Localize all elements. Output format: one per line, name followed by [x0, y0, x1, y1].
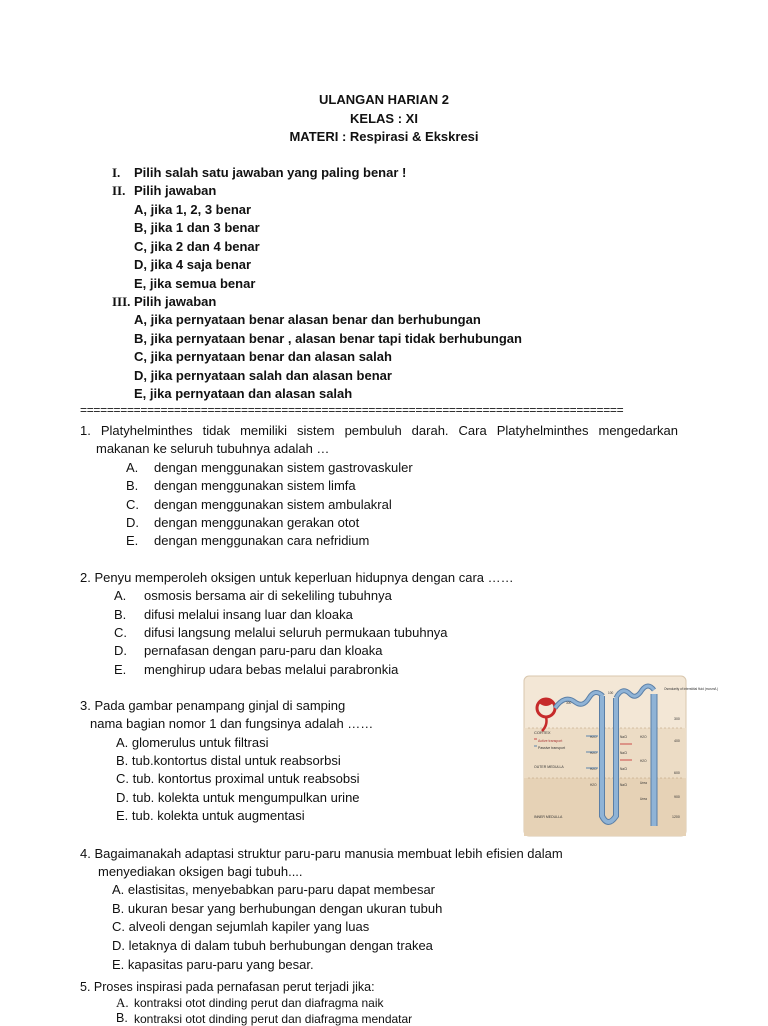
scale-label: 900 [674, 795, 680, 799]
option-text: C. tub. kontortus proximal untuk reabsobsi [116, 771, 360, 786]
question-text: 5. Proses inspirasi pada pernafasan perut terjadi jika: [80, 980, 375, 994]
question-text: 3. Pada gambar penampang ginjal di samping [80, 698, 346, 713]
option-text: dengan menggunakan sistem ambulakral [154, 497, 392, 512]
question-text: 2. Penyu memperoleh oksigen untuk keperluan hidupnya dengan cara …… [80, 570, 514, 585]
option-text: kontraksi otot dinding perut dan diafragma mendatar [134, 1012, 413, 1026]
h2o-label: H2O [640, 759, 647, 763]
option-text: menghirup udara bebas melalui parabronkia [144, 662, 399, 677]
scale-label: 100 [608, 691, 614, 695]
nacl-label: NaCl [620, 735, 628, 739]
option-text: difusi langsung melalui seluruh permukaan tubuhnya [144, 625, 448, 640]
instruction-i: Pilih salah satu jawaban yang paling benar ! [134, 165, 407, 180]
nacl-label: NaCl [620, 751, 628, 755]
option-letter: E. [126, 533, 139, 548]
question-text: nama bagian nomor 1 dan fungsinya adalah …… [90, 716, 374, 731]
scale-label: 1200 [672, 815, 680, 819]
option-text: dengan menggunakan gerakan otot [154, 515, 360, 530]
ii-option: B, jika 1 dan 3 benar [134, 220, 260, 235]
question-text: 1. Platyhelminthes tidak memiliki sistem pembuluh darah. Cara Platyhelminthes mengedarkan [80, 423, 678, 438]
option-text: B. ukuran besar yang berhubungan dengan ukuran tubuh [112, 901, 443, 916]
iii-option: A, jika pernyataan benar alasan benar dan berhubungan [134, 312, 481, 327]
option-letter: A. [114, 588, 127, 603]
scale-label: 300 [566, 701, 572, 705]
question-text: menyediakan oksigen bagi tubuh.... [98, 864, 303, 879]
option-letter: D. [126, 515, 139, 530]
option-text: C. alveoli dengan sejumlah kapiler yang luas [112, 919, 370, 934]
h2o-label: H2O [640, 735, 647, 739]
h2o-label: H2O [590, 735, 597, 739]
option-text: dengan menggunakan cara nefridium [154, 533, 370, 548]
divider: ================================================================================= [80, 403, 624, 417]
ii-option: E, jika semua benar [134, 276, 256, 291]
question-text: makanan ke seluruh tubuhnya adalah … [96, 441, 330, 456]
ii-option: D, jika 4 saja benar [134, 257, 252, 272]
roman-i: I. [112, 165, 121, 180]
instruction-iii: Pilih jawaban [134, 294, 217, 309]
question-text: 4. Bagaimanakah adaptasi struktur paru-paru manusia membuat lebih efisien dalam [80, 846, 563, 861]
subject-line: MATERI : Respirasi & Ekskresi [289, 129, 479, 144]
nephron-diagram [524, 676, 719, 836]
scale-label: 400 [674, 739, 680, 743]
option-letter: A. [116, 995, 129, 1010]
iii-option: C, jika pernyataan benar dan alasan salah [134, 349, 392, 364]
h2o-label: H2O [590, 783, 597, 787]
option-letter: B. [126, 478, 139, 493]
nacl-label: NaCl [620, 767, 628, 771]
iii-option: B, jika pernyataan benar , alasan benar tapi tidak berhubungan [134, 331, 522, 346]
roman-ii: II. [112, 183, 126, 198]
option-letter: B. [116, 1011, 128, 1025]
roman-iii: III. [112, 294, 131, 309]
label-active: Active transport [538, 739, 563, 743]
option-letter: E. [114, 662, 127, 677]
ii-option: A, jika 1, 2, 3 benar [134, 202, 252, 217]
option-text: E. tub. kolekta untuk augmentasi [116, 808, 305, 823]
option-text: E. kapasitas paru-paru yang besar. [112, 957, 314, 972]
label-osmolarity: Osmolarity of interstitial fluid (mosm/L) [664, 687, 719, 691]
option-letter: C. [114, 625, 127, 640]
class-line: KELAS : XI [350, 111, 418, 126]
option-letter: D. [114, 643, 127, 658]
label-inner-medulla: INNER MEDULLA [534, 815, 563, 819]
option-text: pernafasan dengan paru-paru dan kloaka [144, 643, 383, 658]
option-text: osmosis bersama air di sekeliling tubuhnya [144, 588, 392, 603]
h2o-label: H2O [590, 751, 597, 755]
option-text: difusi melalui insang luar dan kloaka [144, 607, 353, 622]
h2o-label: H2O [590, 767, 597, 771]
option-letter: C. [126, 497, 139, 512]
option-text: A. elastisitas, menyebabkan paru-paru dapat membesar [112, 882, 436, 897]
scale-label: 600 [674, 771, 680, 775]
nacl-label: NaCl [620, 783, 628, 787]
option-text: D. tub. kolekta untuk mengumpulkan urine [116, 790, 360, 805]
urea-label: Urea [640, 797, 647, 801]
option-text: A. glomerulus untuk filtrasi [116, 735, 269, 750]
iii-option: D, jika pernyataan salah dan alasan benar [134, 368, 392, 383]
scale-label: 300 [674, 717, 680, 721]
label-passive: Passive transport [538, 746, 566, 750]
option-text: kontraksi otot dinding perut dan diafragma naik [134, 996, 384, 1010]
option-letter: A. [126, 460, 139, 475]
instruction-ii: Pilih jawaban [134, 183, 217, 198]
ii-option: C, jika 2 dan 4 benar [134, 239, 260, 254]
label-outer-medulla: OUTER MEDULLA [534, 765, 564, 769]
label-cortex: CORTEX [534, 730, 551, 735]
option-text: B. tub.kontortus distal untuk reabsorbsi [116, 753, 341, 768]
title: ULANGAN HARIAN 2 [319, 92, 449, 107]
urea-label: Urea [640, 781, 647, 785]
option-letter: B. [114, 607, 127, 622]
option-text: dengan menggunakan sistem gastrovaskuler [154, 460, 413, 475]
option-text: D. letaknya di dalam tubuh berhubungan dengan trakea [112, 938, 433, 953]
option-text: dengan menggunakan sistem limfa [154, 478, 356, 493]
iii-option: E, jika pernyataan dan alasan salah [134, 386, 353, 401]
